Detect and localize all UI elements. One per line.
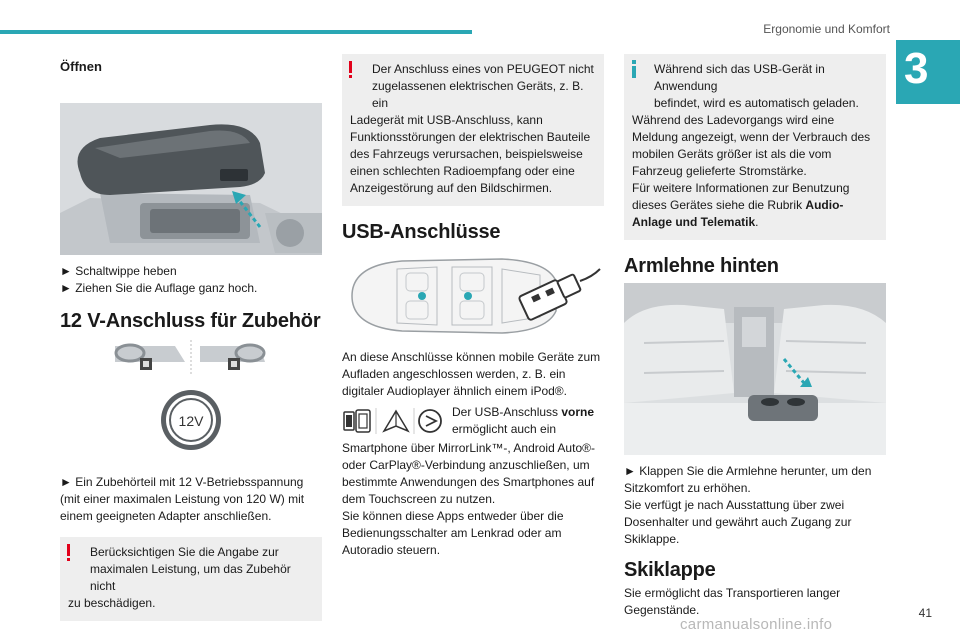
warning-text-body: Ladegerät mit USB-Anschluss, kann Funktionsstörungen der elektrischen Bauteile des Fahrzeugs verursachen, beispielsweise einen schlechten Radioempfang oder eine Anzeigestörung auf den Bildschirmen.	[350, 113, 591, 195]
info-reference	[632, 180, 878, 231]
armrest-description: Sie verfügt je nach Ausstattung über zwei Dosenhalter und gewährt auch Zugang zur Skiklappe.	[624, 498, 852, 546]
watermark: carmanualsonline.info	[680, 616, 833, 633]
column-right	[624, 52, 886, 619]
usb-car-illustration	[342, 251, 604, 341]
info-text-line: befindet, wird es automatisch geladen.	[654, 96, 859, 110]
warning-text-line: zu beschädigen.	[68, 596, 156, 610]
warning-text-line: Der Anschluss eines von PEUGEOT nicht	[372, 62, 594, 76]
warning-icon	[66, 544, 71, 561]
info-icon	[632, 60, 637, 78]
warning-icon	[348, 61, 353, 78]
info-reference-link: Audio-Anlage und Telematik	[632, 198, 844, 229]
steering-wheel-left-icon	[115, 345, 185, 370]
page-number: 41	[918, 606, 932, 620]
warning-text-line: zugelassenen elektrischen Geräts, z. B. ein	[372, 79, 584, 110]
android-auto-icon	[384, 411, 408, 431]
armrest-console-illustration	[60, 103, 322, 255]
socket-heading: 12 V-Anschluss für Zubehör	[60, 310, 321, 332]
rear-armrest-illustration	[624, 283, 886, 455]
armrest-heading: Armlehne hinten	[624, 255, 779, 277]
open-step-1: ► Schaltwippe heben	[60, 264, 177, 278]
info-reference-text: Für weitere Informationen zur Benutzung dieses Gerätes siehe die Rubrik	[632, 181, 850, 212]
info-text-body: Während des Ladevorgangs wird eine Meldung angezeigt, wenn der Verbrauch des mobilen Geräts größer ist als die vom Fahrzeug gelieferte Stromstärke.	[632, 113, 871, 178]
open-step-2: ► Ziehen Sie die Auflage ganz hoch.	[60, 281, 258, 295]
connectivity-icons	[342, 406, 446, 436]
usb-vorne-text-part: Der USB-Anschluss	[452, 405, 562, 419]
open-heading: Öffnen	[60, 59, 102, 74]
usb-description: An diese Anschlüsse können mobile Geräte zum Aufladen angeschlossen werden, z. B. ein digitaler Audioplayer ähnlich einem iPod®.	[342, 350, 601, 398]
warning-text-line: Berücksichtigen Sie die Angabe zur	[90, 545, 279, 559]
info-reference-end: .	[755, 215, 759, 229]
usb-vorne-bold: vorne	[561, 405, 595, 419]
mirrorlink-icon	[344, 410, 370, 432]
armrest-step: ► Klappen Sie die Armlehne herunter, um den Sitzkomfort zu erhöhen.	[624, 464, 872, 495]
usb-vorne-row	[342, 404, 604, 438]
header-accent-bar	[0, 30, 472, 34]
warning-text-line: maximalen Leistung, um das Zubehör nicht	[90, 562, 291, 593]
column-left	[60, 52, 322, 621]
socket-warning-box	[60, 537, 322, 621]
usb-vorne-text-part: ermöglicht auch ein	[452, 422, 557, 436]
usb-info-box	[624, 54, 886, 240]
usb-vorne-text	[452, 404, 604, 438]
section-title: Ergonomie und Komfort	[763, 22, 890, 36]
socket-illustration	[60, 338, 322, 468]
carplay-icon	[419, 410, 441, 432]
ski-heading: Skiklappe	[624, 559, 716, 581]
info-text-line: Während sich das USB-Gerät in Anwendung	[654, 62, 825, 93]
socket-instruction: ► Ein Zubehörteil mit 12 V-Betriebsspannung (mit einer maximalen Leistung von 120 W) mit einem geeigneten Adapter anschließen.	[60, 475, 305, 523]
socket-label: 12V	[178, 413, 204, 429]
usb-smartphone-text: Smartphone über MirrorLink™-, Android Auto®- oder CarPlay®-Verbindung anzuschließen, um bestimmte Anwendungen des Smartphones auf dem Touchscreen zu nutzen.	[342, 441, 595, 506]
usb-warning-box	[342, 54, 604, 206]
chapter-number: 3	[904, 44, 929, 93]
column-middle	[342, 52, 604, 559]
usb-heading: USB-Anschlüsse	[342, 221, 501, 243]
steering-wheel-right-icon	[200, 345, 265, 370]
usb-apps-text: Sie können diese Apps entweder über die Bedienungsschalter am Lenkrad oder am Autoradio steuern.	[342, 509, 564, 557]
12v-socket-icon	[161, 390, 221, 450]
ski-description: Sie ermöglicht das Transportieren langer Gegenstände.	[624, 586, 841, 617]
